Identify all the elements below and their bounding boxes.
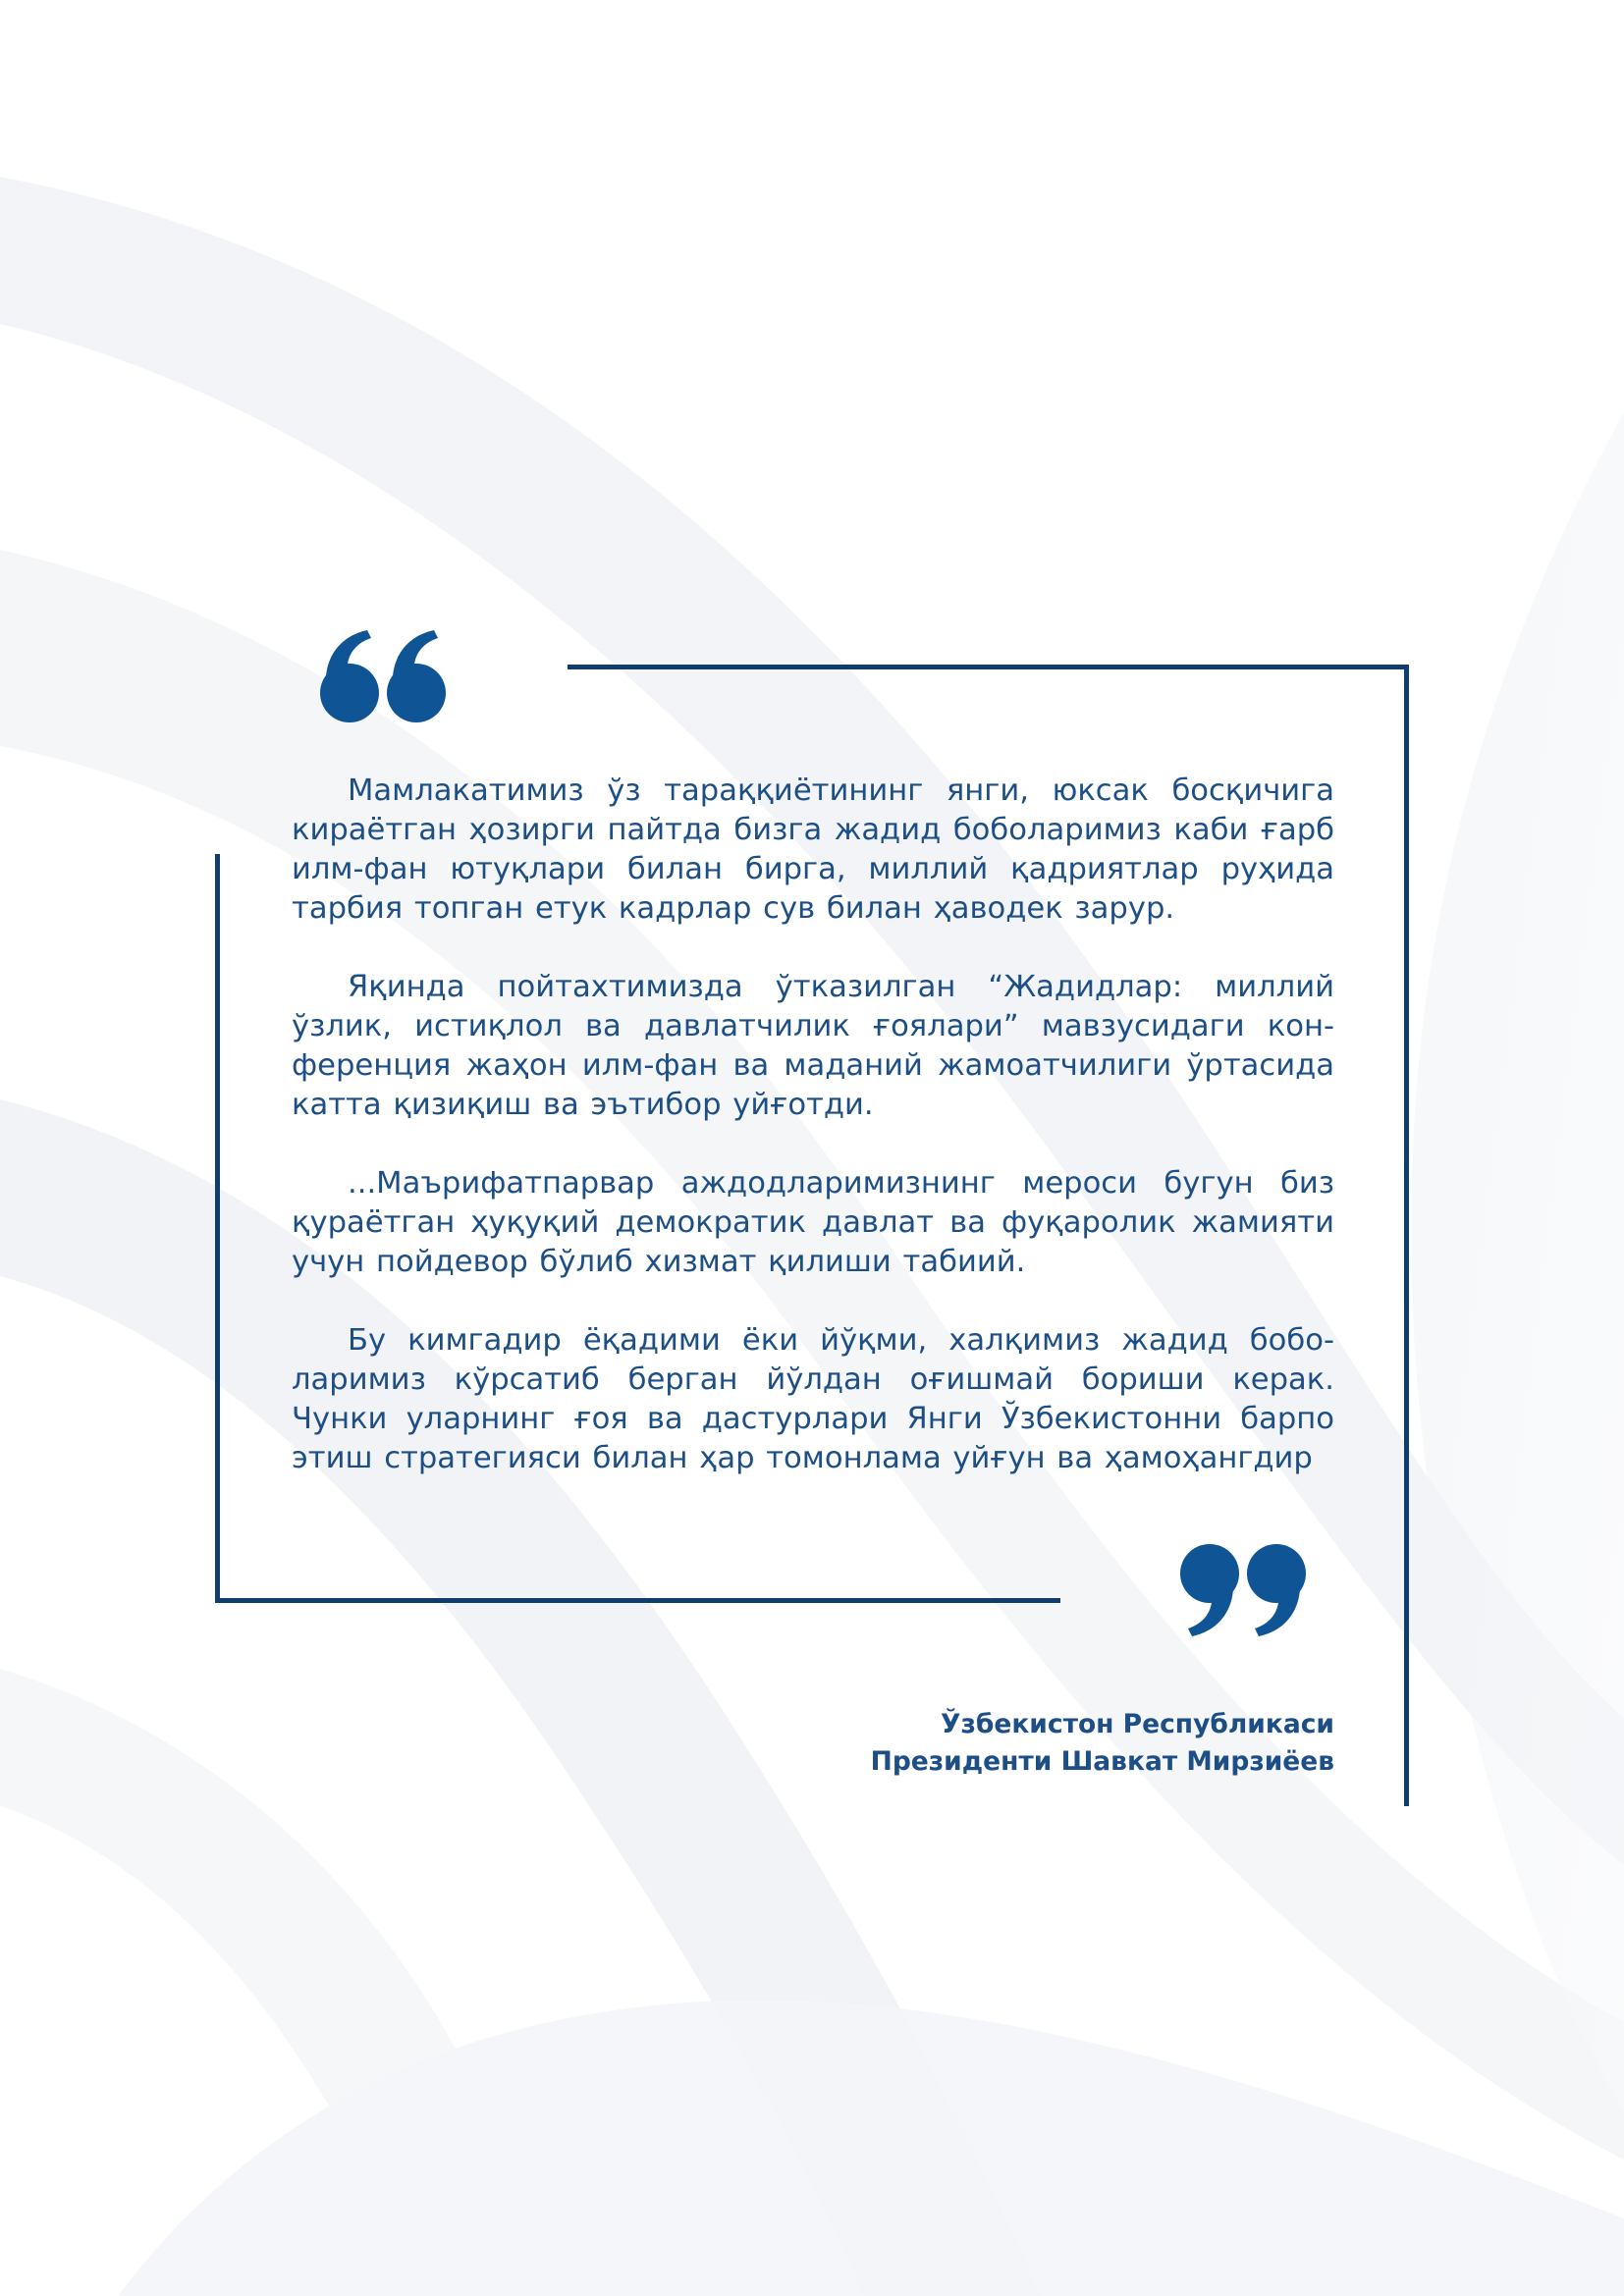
quotation-close-icon bbox=[1174, 1538, 1310, 1638]
frame-line-top bbox=[568, 665, 1409, 669]
signature-line-2: Президенти Шавкат Мирзиёев bbox=[870, 1746, 1334, 1777]
quote-paragraph-3: ...Маърифатпарвар аждодларимизнинг мероси бугун биз қураётган ҳуқуқий демократик давлат ва фуқаролик жамияти учун пойдевор бўлиб хизмат қилиши табиий. bbox=[292, 1166, 1334, 1279]
signature bbox=[871, 1706, 1334, 1781]
frame-line-bottom bbox=[215, 1598, 1060, 1603]
quote-paragraph-1: Мамлакатимиз ўз тараққиётининг янги, юксак босқичига кираётган ҳозирги пайтда бизга жадид боболаримиз каби ғарб илм-фан ютуқлари билан бирга, миллий қадриятлар руҳида тарбия топган етук кадрлар сув билан ҳаводек зарур. bbox=[292, 774, 1334, 926]
frame-line-left bbox=[215, 854, 220, 1603]
quote-paragraph-2: Яқинда пойтахтимизда ўтказилган “Жадидлар: миллий ўзлик, истиқлол ва давлатчилик ғоялари” мавзусидаги конференция жаҳон илм-фан ва маданий жамоатчилиги ўртасида катта қизиқиш ва эътибор уйғотди. bbox=[292, 970, 1334, 1122]
frame-line-right bbox=[1404, 665, 1409, 1806]
quote-paragraph-4: Бу кимгадир ёқадими ёки йўқми, халқимиз жадид боболаримиз кўрсатиб берган йўлдан оғишмай бориши керак. Чунки уларнинг ғоя ва дастурлари Янги Ўзбекистонни барпо этиш стратегияси билан ҳар томонлама уйғун ва ҳамоҳангдир bbox=[292, 1323, 1334, 1475]
quote-text bbox=[292, 772, 1334, 1478]
signature-line-1: Ўзбекистон Республикаси bbox=[941, 1709, 1334, 1739]
quotation-open-icon bbox=[316, 628, 452, 728]
